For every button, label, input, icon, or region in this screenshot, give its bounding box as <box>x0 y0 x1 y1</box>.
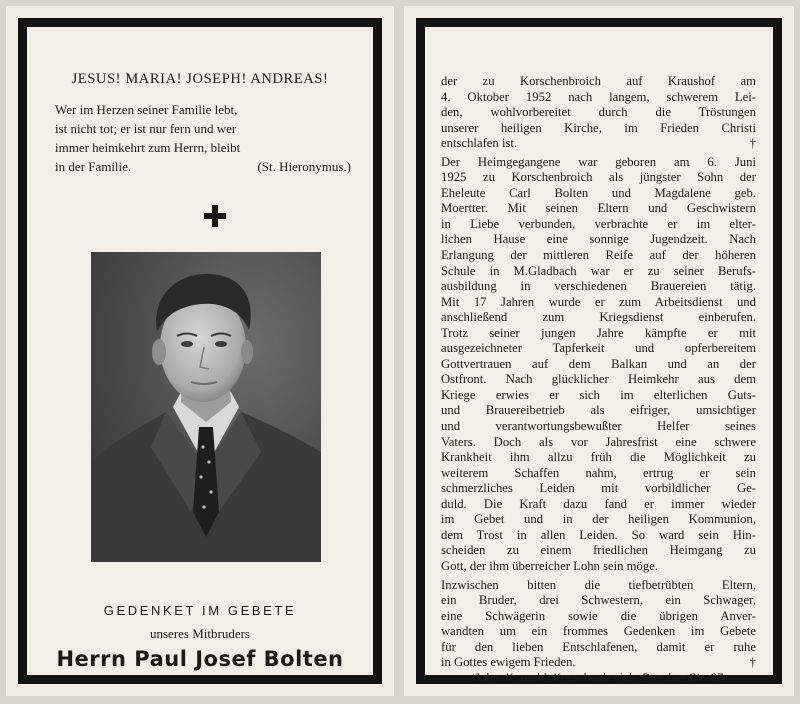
invocation-names: JESUS! MARIA! JOSEPH! ANDREAS! <box>71 71 329 87</box>
bio-line: für den lieben Entschlafenen, damit er ruhe <box>441 639 756 654</box>
bio-line: Erlangung der mittleren Reife auf der höheren <box>441 248 756 263</box>
bio-line: eine Schwägerin sowie die übrigen Anver- <box>441 608 756 623</box>
deceased-name: Herrn Paul Josef Bolten <box>56 647 344 671</box>
biography <box>441 74 756 674</box>
bio-line: 4. Oktober 1952 nach langem, schwerem Lei- <box>441 89 756 104</box>
bio-line: weiterem Schaffen nahm, ertrug er sein <box>441 465 756 480</box>
bio-line: Schule in M.Gladbach war er zu seiner Berufs- <box>441 263 756 278</box>
bio-line-end <box>441 655 756 671</box>
bio-line: Gott, der ihm überreicher Lohn sein möge. <box>441 558 659 573</box>
bio-line: ein Bruder, drei Schwestern, ein Schwager, <box>441 593 756 608</box>
bio-line: 1925 zu Korschenbroich als jüngster Sohn der <box>441 170 756 185</box>
bio-line: Krankheit ihm allzu früh die Möglichkeit zu <box>441 450 756 465</box>
bio-line: Eheleute Carl Bolten und Magdalene geb. <box>441 185 756 200</box>
bio-paragraph-3 <box>441 578 756 671</box>
cross-icon <box>203 203 229 229</box>
quote <box>55 100 351 176</box>
bio-line: und Brauereibetrieb als eifriger, umsichtiger <box>441 403 756 418</box>
left-frame <box>18 18 382 684</box>
bio-line: ausbildung in verschiedenen Brauereien tätig. <box>441 279 756 294</box>
portrait-photo <box>91 252 321 562</box>
bio-line: schmerzliches Leiden mit vorbildlicher Ge- <box>441 481 756 496</box>
bio-line: Gottvertrauen auf dem Balkan und an der <box>441 356 756 371</box>
bio-line: der zu Korschenbroich auf Kraushof am <box>441 74 756 88</box>
bio-line: duld. Die Kraft dazu fand er immer wieder <box>441 496 756 511</box>
mitbruder-text: unseres Mitbruders <box>149 626 250 641</box>
dagger-icon: † <box>749 655 756 670</box>
gedenket-heading: GEDENKET IM GEBETE <box>103 603 297 618</box>
quote-line: in der Familie. <box>55 159 132 174</box>
right-frame <box>416 18 782 684</box>
bio-line: in Gottes ewigem Frieden. <box>441 655 576 670</box>
bio-line: Kriege erwies er sich im elterlichen Guts- <box>441 387 756 402</box>
memorial-card-left <box>6 6 394 696</box>
bio-line-end <box>441 136 756 152</box>
bio-line: unserer heiligen Kirche, im Frieden Christi <box>441 120 756 135</box>
bio-line: Trotz seiner jungen Jahre kämpfte er mit <box>441 325 756 340</box>
quote-line: ist nicht tot; er ist nur fern und wer <box>55 121 237 136</box>
bio-line: und verantwortungsbewußter Helfer seines <box>441 419 756 434</box>
memorial-card-right <box>404 6 794 696</box>
bio-line: anschließend zum Kriegsdienst einberufen. <box>441 310 756 325</box>
bio-line: im Gebet und in der heiligen Kommunion, <box>441 512 756 527</box>
bio-line: scheiden zu einem friedlichen Heimgang zu <box>441 543 756 558</box>
bio-paragraph-1 <box>441 74 756 152</box>
bio-line: Moertter. Mit seinen Eltern und Geschwistern <box>441 201 756 216</box>
bio-line: lichen Hause eine sonnige Jugendzeit. Nach <box>441 232 756 247</box>
bio-line: dem Trost in allen Leiden. So ward sein Hin- <box>441 527 756 542</box>
bio-line: Inzwischen bitten die tiefbetrübten Eltern, <box>441 577 756 592</box>
dagger-icon: † <box>749 136 756 151</box>
bio-line: ausgezeichneter Tapferkeit und opferbereitem <box>441 341 756 356</box>
bio-line: entschlafen ist. <box>441 136 518 151</box>
quote-line: Wer im Herzen seiner Familie lebt, <box>55 102 238 117</box>
bio-line: den, wohlvorbereitet durch die Tröstungen <box>441 105 756 120</box>
bio-line: in Liebe verbunden, verbrachte er im elter- <box>441 216 756 231</box>
quote-line: immer heimkehrt zum Herrn, bleibt <box>55 140 241 155</box>
bio-line: Ostfront. Nach glücklicher Heimkehr aus dem <box>441 372 756 387</box>
bio-line: Der Heimgegangene war geboren am 6. Juni <box>441 154 756 169</box>
bio-line: wandten um ein frommes Gedenken im Gebete <box>441 624 756 639</box>
portrait-illustration <box>91 252 321 562</box>
bio-line: Vaters. Doch als vor Jahresfrist eine schwere <box>441 434 756 449</box>
bio-line: Mit 17 Jahren wurde er zum Arbeitsdienst und <box>441 294 756 309</box>
bio-paragraph-2 <box>441 155 756 575</box>
printer-imprint: Johs. Krapohl, Korschenbroich, Pescher Str. 37 <box>474 672 724 684</box>
quote-source: (St. Hieronymus.) <box>257 159 351 174</box>
quote-line-last <box>55 157 351 176</box>
